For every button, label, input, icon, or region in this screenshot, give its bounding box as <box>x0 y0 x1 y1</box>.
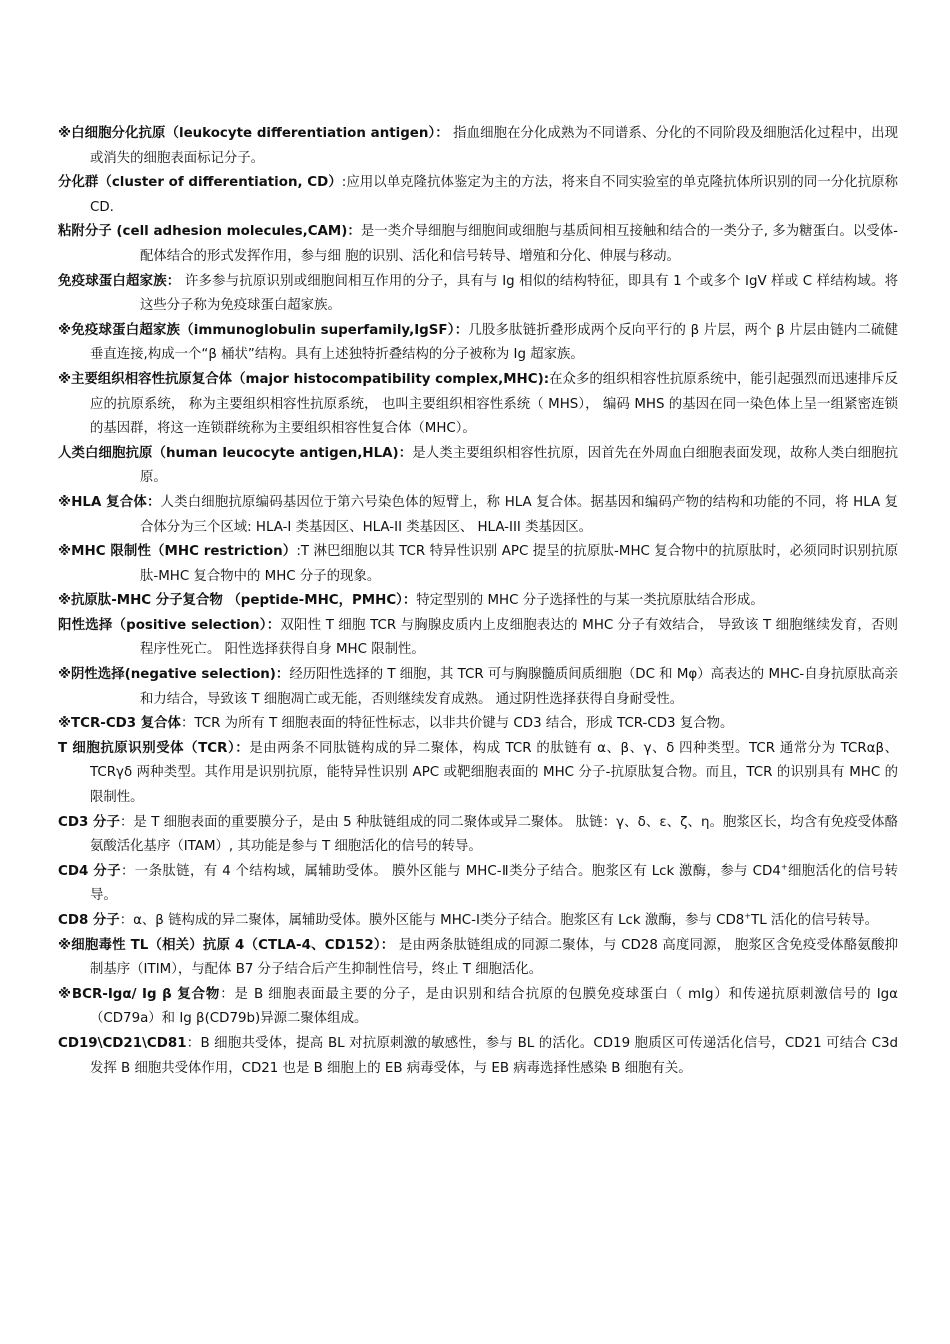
entry-cd3 <box>58 811 898 860</box>
entry-ctla4 <box>58 934 898 983</box>
entry-mhc <box>58 368 898 442</box>
definition: 经历阳性选择的 T 细胞，其 TCR 可与胸腺髓质间质细胞（DC 和 Mφ）高表达的 MHC-自身抗原肽高亲和力结合，导致该 T 细胞凋亡或无能，否则继续发育成熟。 通过阴性选择获得自身耐受性。 <box>140 667 899 707</box>
entry-cd19-cd21-cd81 <box>58 1032 898 1081</box>
term: ※白细胞分化抗原（leukocyte differentiation antigen）： <box>58 126 449 141</box>
term: CD4 分子 <box>58 863 121 879</box>
entry-hla-complex <box>58 491 898 540</box>
definition: 人类白细胞抗原编码基因位于第六号染色体的短臂上，称 HLA 复合体。据基因和编码产物的结构和功能的不同，将 HLA 复合体分为三个区域: HLA-I 类基因区、HLA-II 类基因区、 HLA-III 类基因区。 <box>140 494 898 535</box>
term: ※TCR-CD3 复合体 <box>58 716 181 732</box>
term: ※细胞毒性 TL（相关）抗原 4（CTLA-4、CD152）： <box>58 937 395 953</box>
term: ※MHC 限制性（MHC restriction） <box>58 544 297 560</box>
term: 分化群（cluster of differentiation, CD） <box>58 175 342 191</box>
definition-tail: TL 活化的信号转导。 <box>751 913 879 928</box>
definition: ：是 B 细胞表面最主要的分子，是由识别和结合抗原的包膜免疫球蛋白（ mIg）和传递抗原刺激信号的 Igα（CD79a）和 Ig β(CD79b)异源二聚体组成。 <box>90 986 899 1027</box>
definition: 在众多的组织相容性抗原系统中，能引起强烈而迅速排斥反应的抗原系统， 称为主要组织相容性抗原系统， 也叫主要组织相容性系统（ MHS）， 编码 MHS 的基因在同一染色体上呈一组紧密连锁的基因群，将这一连锁群统称为主要组织相容性复合体（MHC）。 <box>90 371 899 437</box>
entry-mhc-restriction <box>58 540 898 589</box>
term: ※抗原肽-MHC 分子复合物 （peptide-MHC，PMHC）： <box>58 593 417 609</box>
term: CD8 分子 <box>58 913 120 928</box>
definition: 是由两条肽链组成的同源二聚体，与 CD28 高度同源， 胞浆区含免疫受体酪氨酸抑制基序（ITIM），与配体 B7 分子结合后产生抑制性信号，终止 T 细胞活化。 <box>90 937 898 978</box>
entry-cd4 <box>58 860 898 909</box>
term: ※HLA 复合体： <box>58 494 161 510</box>
term: 人类白细胞抗原（human leucocyte antigen,HLA)： <box>58 445 413 461</box>
definition: 指血细胞在分化成熟为不同谱系、分化的不同阶段及细胞活化过程中，出现或消失的细胞表面标记分子。 <box>90 126 898 166</box>
term: 粘附分子 (cell adhesion molecules,CAM)： <box>58 224 361 240</box>
term: CD3 分子 <box>58 814 120 830</box>
definition: ：是 T 细胞表面的重要膜分子，是由 5 种肽链组成的同二聚体或异二聚体。 肽链：γ、δ、ε、ζ、η。胞浆区长，均含有免疫受体酪氨酸活化基序（ITAM）, 其功能是参与 T 细胞活化的信号的转导。 <box>90 814 898 855</box>
definition: 是人类主要组织相容性抗原，因首先在外周血白细胞表面发现，故称人类白细胞抗原。 <box>140 445 898 486</box>
entry-cell-adhesion-molecules <box>58 220 898 269</box>
entry-bcr-complex <box>58 983 898 1032</box>
definition: 是由两条不同肽链构成的异二聚体，构成 TCR 的肽链有 α、β、γ、δ 四种类型。TCR 通常分为 TCRαβ、TCRγδ 两种类型。其作用是识别抗原，能特异性识别 APC 或靶细胞表面的 MHC 分子-抗原肽复合物。而且，TCR 的识别具有 MHC 的限制性。 <box>90 740 898 806</box>
definition: ：一条肽链，有 4 个结构域，属辅助受体。 膜外区能与 MHC-Ⅱ类分子结合。胞浆区有 Lck 激酶，参与 CD4 <box>120 863 781 879</box>
definition: :应用以单克隆抗体鉴定为主的方法，将来自不同实验室的单克隆抗体所识别的同一分化抗原称CD. <box>90 175 898 215</box>
term: ※BCR-Igα/ Ig β 复合物 <box>58 986 221 1002</box>
document-page <box>58 122 898 1081</box>
entry-leukocyte-differentiation-antigen <box>58 122 898 171</box>
definition: ：TCR 为所有 T 细胞表面的特征性标志，以非共价键与 CD3 结合，形成 TCR-CD3 复合物。 <box>180 716 734 732</box>
definition: :T 淋巴细胞以其 TCR 特异性识别 APC 提呈的抗原肽-MHC 复合物中的抗原肽时，必须同时识别抗原肽-MHC 复合物中的 MHC 分子的现象。 <box>140 544 898 584</box>
entry-hla <box>58 442 898 491</box>
entry-positive-selection <box>58 614 898 663</box>
definition: 特定型别的 MHC 分子选择性的与某一类抗原肽结合形成。 <box>416 593 764 609</box>
entry-peptide-mhc <box>58 589 898 614</box>
entry-immunoglobulin-superfamily-cn <box>58 270 898 319</box>
term: 免疫球蛋白超家族： <box>58 273 181 289</box>
entry-tcr <box>58 737 898 811</box>
definition-tail: 细胞活化的信号转导。 <box>90 863 899 904</box>
entry-igsf <box>58 319 898 368</box>
superscript: + <box>780 862 788 872</box>
term: ※阴性选择(negative selection)： <box>58 667 290 683</box>
definition: 双阳性 T 细胞 TCR 与胸腺皮质内上皮细胞表达的 MHC 分子有效结合， 导致该 T 细胞继续发育，否则程序性死亡。 阳性选择获得自身 MHC 限制性。 <box>140 617 899 658</box>
definition: ：B 细胞共受体，提高 BL 对抗原刺激的敏感性，参与 BL 的活化。CD19 胞质区可传递活化信号，CD21 可结合 C3d 发挥 B 细胞共受体作用，CD21 也是 B 细胞上的 EB 病毒受体，与 EB 病毒选择性感染 B 细胞有关。 <box>90 1035 898 1076</box>
term: CD19\CD21\CD81 <box>58 1035 187 1051</box>
term: ※主要组织相容性抗原复合体（major histocompatibility complex,MHC): <box>58 371 550 387</box>
definition: 许多参与抗原识别或细胞间相互作用的分子，具有与 Ig 相似的结构特征，即具有 1 个或多个 IgV 样或 C 样结构域。将这些分子称为免疫球蛋白超家族。 <box>140 273 899 314</box>
entry-tcr-cd3 <box>58 712 898 737</box>
definition: ：α、β 链构成的异二聚体，属辅助受体。膜外区能与 MHC-Ⅰ类分子结合。胞浆区有 Lck 激酶，参与 CD8 <box>119 913 745 928</box>
definition: 几股多肽链折叠形成两个反向平行的 β 片层，两个 β 片层由链内二硫健垂直连接,构成一个“β 桶状”结构。具有上述独特折叠结构的分子被称为 Ig 超家族。 <box>90 322 898 363</box>
entry-negative-selection <box>58 663 898 712</box>
term: T 细胞抗原识别受体（TCR）： <box>58 740 250 756</box>
term: ※免疫球蛋白超家族（immunoglobulin superfamily,IgSF）： <box>58 322 469 338</box>
entry-cd8 <box>58 909 898 934</box>
term: 阳性选择（positive selection）： <box>58 617 281 633</box>
entry-cluster-of-differentiation <box>58 171 898 220</box>
superscript: + <box>744 911 752 921</box>
definition: 是一类介导细胞与细胞间或细胞与基质间相互接触和结合的一类分子, 多为糖蛋白。以受体-配体结合的形式发挥作用，参与细 胞的识别、活化和信号转导、增殖和分化、伸展与移动。 <box>140 224 898 264</box>
